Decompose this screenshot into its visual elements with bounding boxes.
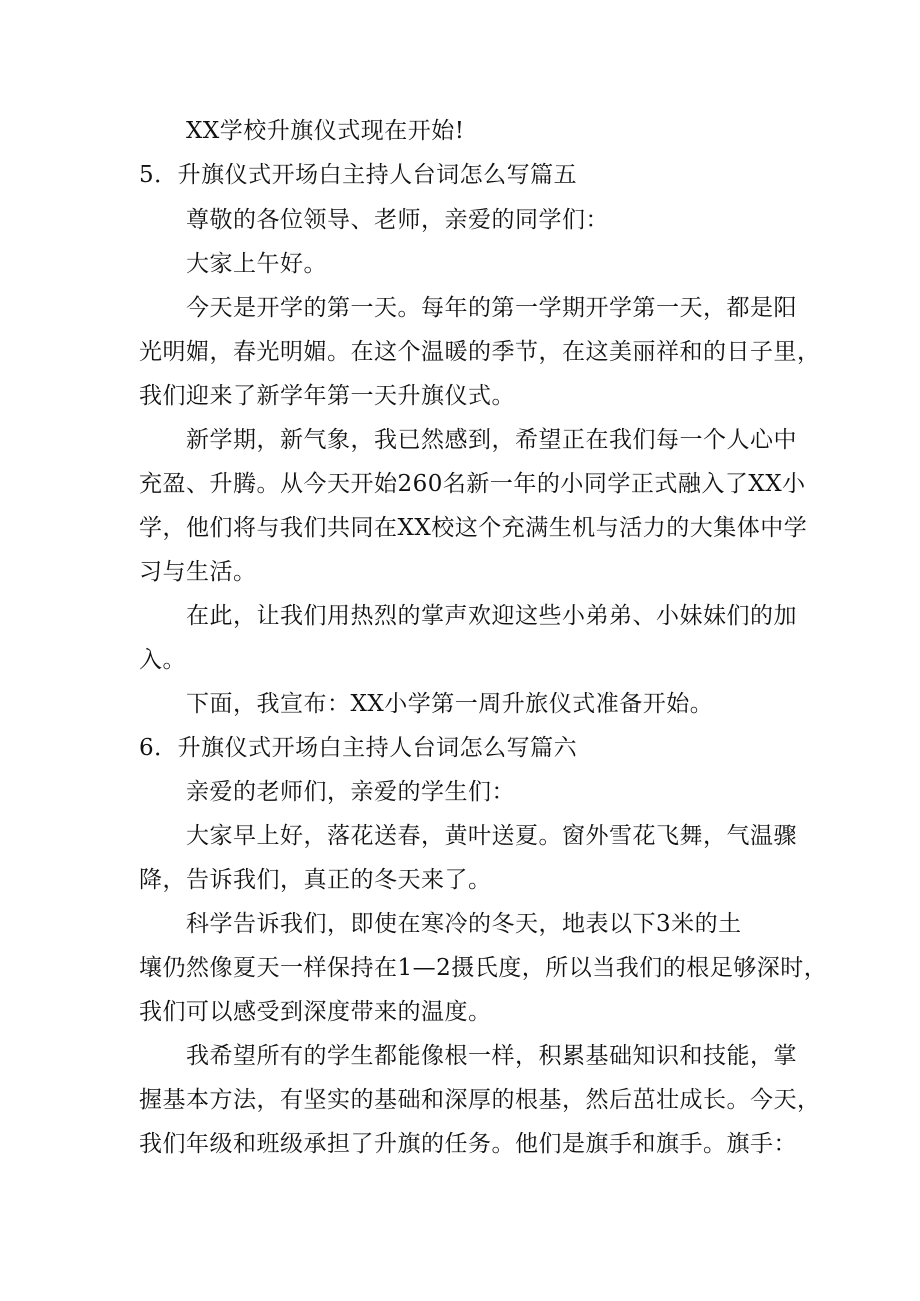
paragraph-line: 学，他们将与我们共同在XX校这个充满生机与活力的大集体中学 [139, 515, 808, 541]
paragraph-line: 光明媚，春光明媚。在这个温暖的季节，在这美丽祥和的日子里， [139, 339, 821, 365]
section-heading-5: 5．升旗仪式开场白主持人台词怎么写篇五 [139, 162, 578, 188]
paragraph-line: 握基本方法，有坚实的基础和深厚的根基，然后茁壮成长。今天， [139, 1087, 821, 1113]
greeting: 大家上午好。 [186, 251, 327, 277]
paragraph-line: 壤仍然像夏天一样保持在1—2摄氏度，所以当我们的根足够深时， [139, 955, 828, 981]
paragraph-line: 大家早上好，落花送春，黄叶送夏。窗外雪花飞舞，气温骤 [186, 823, 797, 849]
paragraph-line: 习与生活。 [139, 559, 257, 585]
paragraph-line: 我们迎来了新学年第一天升旗仪式。 [139, 383, 515, 409]
paragraph-line: 我们年级和班级承担了升旗的任务。他们是旗手和旗手。旗手： [139, 1131, 797, 1157]
paragraph-line: 今天是开学的第一天。每年的第一学期开学第一天，都是阳 [186, 295, 797, 321]
paragraph-line: 新学期，新气象，我已然感到，希望正在我们每一个人心中 [186, 427, 797, 453]
paragraph-line: 我们可以感受到深度带来的温度。 [139, 999, 492, 1025]
paragraph-line: 入。 [139, 647, 186, 673]
salutation: 亲爱的老师们，亲爱的学生们： [186, 779, 515, 805]
paragraph-line: 降，告诉我们，真正的冬天来了。 [139, 867, 492, 893]
announcement-line: 下面，我宣布：XX小学第一周升旅仪式准备开始。 [186, 691, 714, 717]
salutation: 尊敬的各位领导、老师，亲爱的同学们： [186, 207, 609, 233]
paragraph-line: 充盈、升腾。从今天开始260名新一年的小同学正式融入了XX小 [139, 471, 806, 497]
paragraph-line: 科学告诉我们，即使在寒冷的冬天，地表以下3米的土 [186, 911, 742, 937]
paragraph-line: 在此，让我们用热烈的掌声欢迎这些小弟弟、小妹妹们的加 [186, 603, 797, 629]
closing-announcement: XX学校升旗仪式现在开始! [186, 118, 465, 144]
paragraph-line: 我希望所有的学生都能像根一样，积累基础知识和技能，掌 [186, 1043, 797, 1069]
section-heading-6: 6．升旗仪式开场白主持人台词怎么写篇六 [139, 735, 578, 761]
